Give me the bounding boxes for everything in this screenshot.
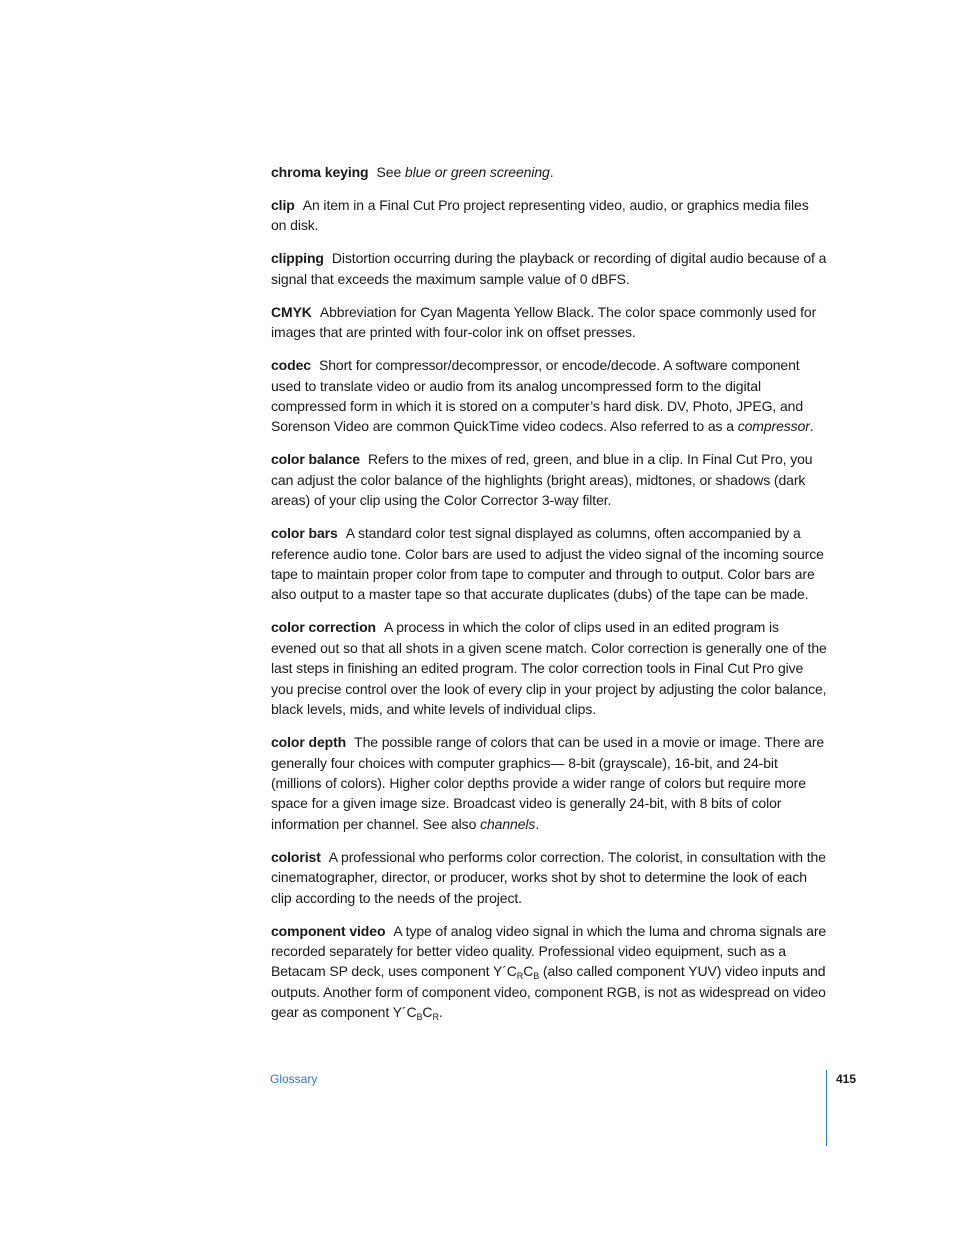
glossary-term: chroma keying [271, 164, 369, 180]
definition-text: . [438, 1004, 443, 1021]
glossary-term: codec [271, 357, 311, 374]
definition-text: C [523, 963, 534, 980]
glossary-entry [271, 162, 827, 182]
glossary-term: colorist [271, 848, 321, 865]
glossary-term: CMYK [271, 303, 312, 320]
glossary-entry [271, 847, 827, 908]
definition-text: An item in a Final Cut Pro project representing video, audio, or graphics media files on disk. [271, 197, 809, 234]
glossary-entry [271, 617, 827, 719]
glossary-entry [271, 302, 827, 343]
definition-text: (also called component YUV) video inputs and outputs. Another form of component video, component RGB, is not as widespread on video gear as component Y´C [271, 963, 826, 1021]
glossary-entries [271, 162, 827, 1035]
page-number: 415 [836, 1072, 857, 1086]
glossary-term: clip [271, 197, 295, 213]
definition-text: . [809, 418, 814, 435]
subscript-text: B [533, 971, 540, 982]
definition-text: Distortion occurring during the playback or recording of digital audio because of a signal that exceeds the maximum sample value of 0 dBFS. [271, 250, 827, 287]
glossary-entry [271, 523, 827, 605]
footer-section-label: Glossary [270, 1072, 318, 1086]
subscript-text: R [432, 1012, 439, 1023]
definition-text: See [376, 164, 405, 180]
definition-text: C [422, 1004, 433, 1021]
definition-text: A standard color test signal displayed as columns, often accompanied by a reference audio tone. Color bars are used to adjust the video signal of the incoming source tape to maintain proper color from tape to computer and through to output. Color bars are also output to a master tape so that accurate duplicates (dubs) of the tape can be made. [271, 525, 824, 603]
definition-text: A professional who performs color correction. The colorist, in consultation with the cinematographer, director, or producer, works shot by shot to determine the look of each clip according to the needs of the project. [271, 848, 826, 906]
definition-text: Abbreviation for Cyan Magenta Yellow Black. The color space commonly used for images that are printed with four-color ink on offset presses. [271, 303, 817, 341]
glossary-entry [271, 248, 827, 289]
definition-text: . [535, 815, 540, 832]
definition-text: The possible range of colors that can be used in a movie or image. There are generally four choices with computer graphics— 8-bit (grayscale), 16-bit, and 24-bit (millions of colors). Higher color depths provide a wider range of colors but require more space for a given image size. Broadcast video is generally 24-bit, with 8 bits of color information per channel. See also [271, 734, 825, 832]
footer-divider [826, 1070, 827, 1146]
glossary-term: color balance [271, 451, 360, 468]
definition-text: . [549, 164, 554, 180]
glossary-term: color depth [271, 734, 347, 751]
definition-text: A type of analog video signal in which the luma and chroma signals are recorded separately for better video quality. Professional video equipment, such as a Betacam SP deck, uses component Y´C [271, 922, 827, 980]
cross-reference: compressor [737, 418, 810, 435]
definition-text: Short for compressor/decompressor, or encode/decode. A software component used to translate video or audio from its analog uncompressed form to the digital compressed form in which it is stored on a computer’s hard disk. DV, Photo, JPEG, and Sorenson Video are common QuickTime video codecs. Also referred to as a [271, 357, 804, 435]
definition-text: Refers to the mixes of red, green, and blue in a clip. In Final Cut Pro, you can adjust the color balance of the highlights (bright areas), midtones, or shadows (dark areas) of your clip using the Color Corrector 3-way filter. [271, 451, 813, 509]
subscript-text: B [416, 1012, 423, 1023]
glossary-entry [271, 921, 827, 1023]
subscript-text: R [516, 971, 524, 982]
glossary-term: color correction [271, 619, 376, 636]
glossary-entry [271, 449, 827, 510]
cross-reference: channels [480, 815, 536, 832]
glossary-entry [271, 195, 827, 236]
glossary-term: component video [271, 922, 386, 939]
glossary-entry [271, 355, 827, 437]
cross-reference: blue or green screening [404, 164, 550, 180]
glossary-term: clipping [271, 250, 324, 267]
glossary-term: color bars [271, 525, 338, 542]
glossary-entry [271, 732, 827, 834]
definition-text: A process in which the color of clips used in an edited program is evened out so that all shots in a given scene match. Color correction is generally one of the last steps in finishing an edited program. The color correction tools in Final Cut Pro give you precise control over the look of every clip in your project by adjusting the color balance, black levels, mids, and white levels of individual clips. [271, 619, 827, 718]
